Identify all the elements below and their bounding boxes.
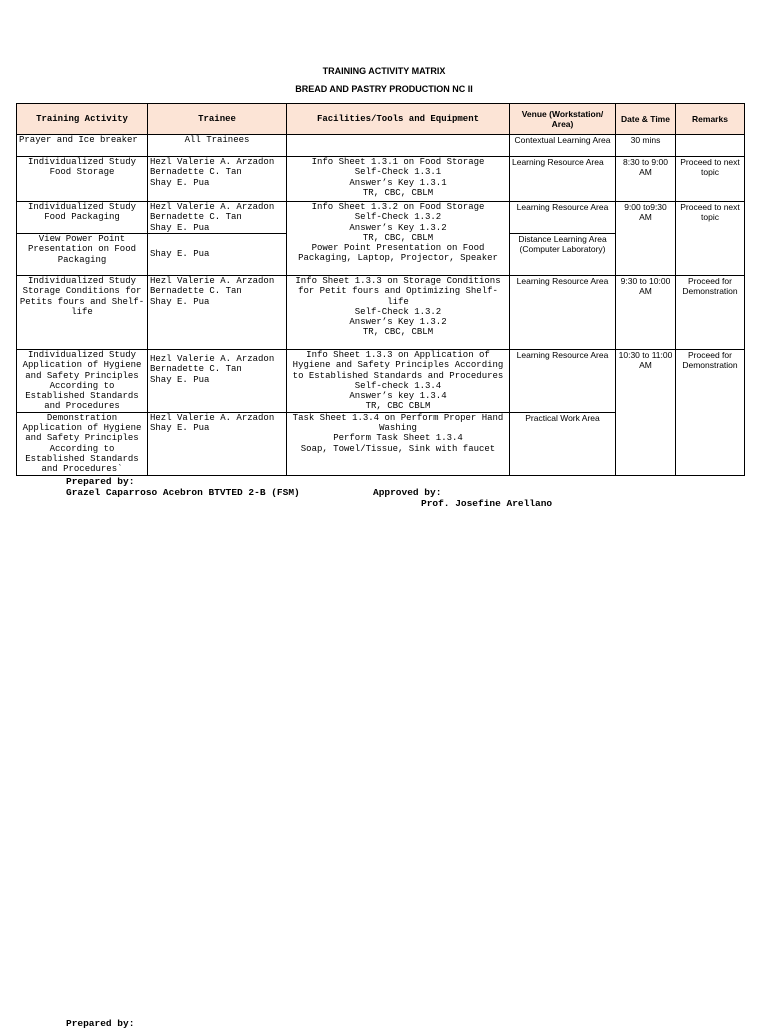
cell-trainee: All Trainees [148, 135, 287, 157]
approved-by-label: Approved by: [373, 487, 442, 498]
cell-date-time: 8:30 to 9:00 AM [616, 157, 676, 202]
cell-facilities: Info Sheet 1.3.1 on Food Storage Self-Check 1.3.1 Answer’s Key 1.3.1 TR, CBC, CBLM [287, 157, 510, 202]
prepared-by-label: Prepared by: [66, 476, 135, 487]
cell-trainee: Hezl Valerie A. Arzadon Bernadette C. Tan Shay E. Pua [148, 202, 287, 234]
cell-trainee: Hezl Valerie A. Arzadon Bernadette C. Tan Shay E. Pua [148, 350, 287, 413]
header-date-time: Date & Time [616, 104, 676, 135]
table-header-row [17, 104, 745, 135]
cell-venue: Learning Resource Area [510, 350, 616, 413]
cell-remarks: Proceed for Demonstration [676, 276, 745, 350]
cell-venue: Learning Resource Area [510, 202, 616, 234]
cell-activity: Individualized Study Application of Hygiene and Safety Principles According to Established Standards and Procedures [17, 350, 148, 413]
cell-venue: Learning Resource Area [510, 276, 616, 350]
cell-facilities: Info Sheet 1.3.3 on Application of Hygiene and Safety Principles According to Established Standards and Procedures Self-check 1.3.4 Answer’s key 1.3.4 TR, CBC CBLM [287, 350, 510, 413]
table-row [17, 157, 745, 202]
document-title: TRAINING ACTIVITY MATRIX [322, 66, 446, 76]
footer-prepared-by-label: Prepared by: [66, 1018, 135, 1029]
cell-venue: Practical Work Area [510, 412, 616, 475]
cell-activity: Individualized Study Food Storage [17, 157, 148, 202]
cell-activity: Prayer and Ice breaker [17, 135, 148, 157]
cell-date-time: 9:30 to 10:00 AM [616, 276, 676, 350]
cell-facilities: Info Sheet 1.3.3 on Storage Conditions for Petit fours and Optimizing Shelf-life Self-Check 1.3.2 Answer’s Key 1.3.2 TR, CBC, CBLM [287, 276, 510, 350]
cell-remarks [676, 135, 745, 157]
cell-date-time: 30 mins [616, 135, 676, 157]
cell-date-time: 9:00 to9:30 AM [616, 202, 676, 276]
table-row [17, 202, 745, 234]
approved-by-name: Prof. Josefine Arellano [421, 498, 553, 509]
cell-remarks: Proceed to next topic [676, 157, 745, 202]
table-row [17, 276, 745, 350]
cell-date-time: 10:30 to 11:00 AM [616, 350, 676, 476]
header-remarks: Remarks [676, 104, 745, 135]
cell-facilities: Info Sheet 1.3.2 on Food Storage Self-Check 1.3.2 Answer’s Key 1.3.2 TR, CBC, CBLM Power Point Presentation on Food Packaging, Laptop, Projector, Speaker [287, 202, 510, 276]
table-row [17, 135, 745, 157]
cell-venue: Contextual Learning Area [510, 135, 616, 157]
cell-trainee: Shay E. Pua [148, 234, 287, 276]
cell-venue: Distance Learning Area (Computer Laboratory) [510, 234, 616, 276]
cell-remarks: Proceed to next topic [676, 202, 745, 276]
cell-trainee: Hezl Valerie A. Arzadon Bernadette C. Tan Shay E. Pua [148, 157, 287, 202]
cell-activity: View Power Point Presentation on Food Packaging [17, 234, 148, 276]
header-trainee: Trainee [148, 104, 287, 135]
table-row [17, 350, 745, 413]
cell-venue: Learning Resource Area [510, 157, 616, 202]
cell-trainee: Hezl Valerie A. Arzadon Shay E. Pua [148, 412, 287, 475]
cell-activity: Individualized Study Food Packaging [17, 202, 148, 234]
cell-activity: Individualized Study Storage Conditions for Petits fours and Shelf-life [17, 276, 148, 350]
cell-activity: Demonstration Application of Hygiene and Safety Principles According to Established Standards and Procedures` [17, 412, 148, 475]
header-facilities: Facilities/Tools and Equipment [287, 104, 510, 135]
cell-facilities [287, 135, 510, 157]
cell-facilities: Task Sheet 1.3.4 on Perform Proper Hand Washing Perform Task Sheet 1.3.4 Soap, Towel/Tissue, Sink with faucet [287, 412, 510, 475]
document-subtitle: BREAD AND PASTRY PRODUCTION NC II [295, 84, 473, 94]
header-training-activity: Training Activity [17, 104, 148, 135]
header-venue: Venue (Workstation/ Area) [510, 104, 616, 135]
cell-remarks: Proceed for Demonstration [676, 350, 745, 476]
cell-trainee: Hezl Valerie A. Arzadon Bernadette C. Tan Shay E. Pua [148, 276, 287, 350]
prepared-by-name: Grazel Caparroso Acebron BTVTED 2-B (FSM) [66, 487, 300, 498]
training-matrix-table [16, 103, 745, 476]
